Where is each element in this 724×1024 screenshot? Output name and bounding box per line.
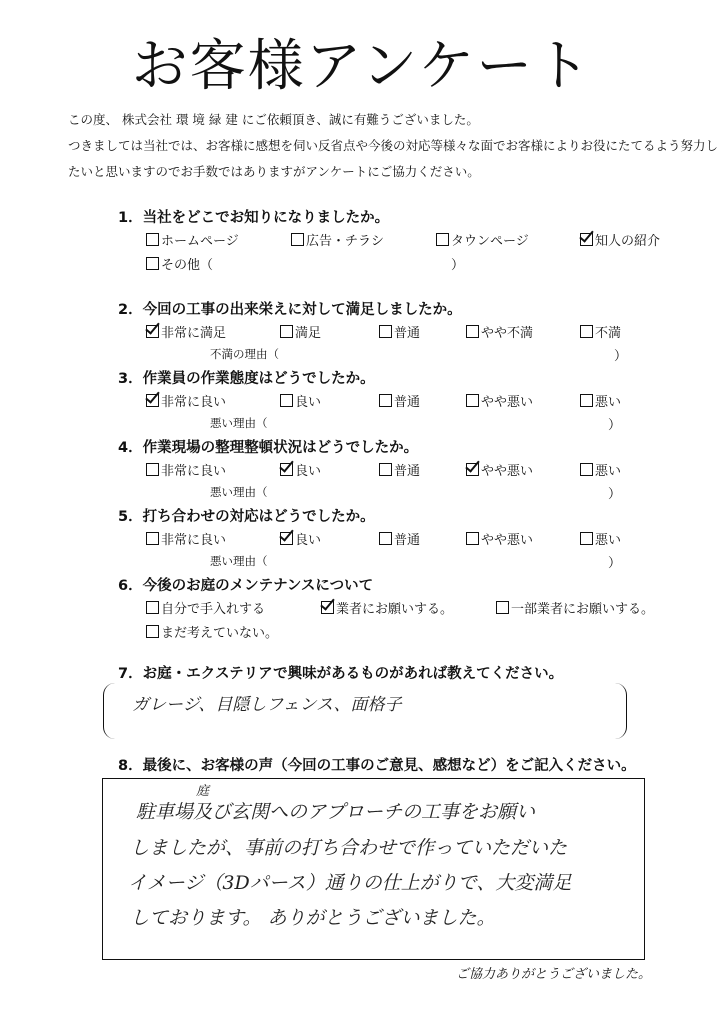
q3-option-very-good[interactable]: 非常に良い <box>146 391 226 410</box>
q8-correction-mark: 庭 <box>196 784 210 799</box>
page-title: お客様アンケート <box>131 34 593 99</box>
checkbox-checked[interactable] <box>280 532 293 545</box>
q2-option-normal[interactable]: 普通 <box>379 322 420 341</box>
q6-option-undecided[interactable]: まだ考えていない。 <box>146 622 278 641</box>
checkbox[interactable] <box>466 532 479 545</box>
q2-reason-label: 不満の理由（ <box>210 347 279 361</box>
checkbox[interactable] <box>379 532 392 545</box>
intro-line-1: この度、 株式会社 環 境 緑 建 にご依頼頂き、誠に有難うございました。 <box>68 112 479 127</box>
q5-option-bad[interactable]: 悪い <box>580 529 621 548</box>
q2-title: 2．今回の工事の出来栄えに対して満足しましたか。 <box>118 302 462 318</box>
checkbox[interactable] <box>146 463 159 476</box>
q4-option-somewhat-bad[interactable]: やや悪い <box>466 460 533 479</box>
checkbox[interactable] <box>146 625 159 638</box>
checkbox[interactable] <box>496 601 509 614</box>
checkbox[interactable] <box>146 532 159 545</box>
q1-title: 1．当社をどこでお知りになりましたか。 <box>118 210 390 226</box>
q1-option-homepage[interactable]: ホームページ <box>146 230 239 249</box>
checkbox[interactable] <box>291 233 304 246</box>
checkbox[interactable] <box>436 233 449 246</box>
checkbox-checked[interactable] <box>321 601 334 614</box>
q1-option-referral[interactable]: 知人の紹介 <box>580 230 660 249</box>
q3-option-bad[interactable]: 悪い <box>580 391 621 410</box>
checkbox[interactable] <box>379 325 392 338</box>
q8-title: 8．最後に、お客様の声（今回の工事のご意見、感想など）をご記入ください。 <box>118 758 636 774</box>
q5-title: 5．打ち合わせの対応はどうでしたか。 <box>118 509 375 525</box>
q4-option-good[interactable]: 良い <box>280 460 321 479</box>
checkbox[interactable] <box>466 394 479 407</box>
q7-title: 7．お庭・エクステリアで興味があるものがあれば教えてください。 <box>118 666 564 682</box>
q3-option-good[interactable]: 良い <box>280 391 321 410</box>
checkbox-checked[interactable] <box>466 463 479 476</box>
footer-thanks: ご協力ありがとうございました。 <box>456 967 652 982</box>
checkbox[interactable] <box>146 257 159 270</box>
checkbox[interactable] <box>280 394 293 407</box>
q2-option-dissatisfied[interactable]: 不満 <box>580 322 621 341</box>
q6-option-self[interactable]: 自分で手入れする <box>146 598 265 617</box>
q5-option-normal[interactable]: 普通 <box>379 529 420 548</box>
q3-reason-label: 悪い理由（ <box>210 416 268 430</box>
q2-option-satisfied[interactable]: 満足 <box>280 322 321 341</box>
q8-answer-line-4: しております。 ありがとうございました。 <box>130 907 496 929</box>
q1-option-townpage[interactable]: タウンページ <box>436 230 529 249</box>
q4-option-very-good[interactable]: 非常に良い <box>146 460 226 479</box>
checkbox[interactable] <box>379 394 392 407</box>
q5-option-good[interactable]: 良い <box>280 529 321 548</box>
checkbox[interactable] <box>580 325 593 338</box>
checkbox[interactable] <box>580 463 593 476</box>
checkbox-checked[interactable] <box>280 463 293 476</box>
intro-line-2: つきましては当社では、お客様に感想を伺い反省点や今後の対応等様々な面でお客様によりお役にたてるよう努力し <box>68 138 719 153</box>
q4-title: 4．作業現場の整理整頓状況はどうでしたか。 <box>118 440 419 456</box>
q3-reason-close: ） <box>608 418 622 433</box>
checkbox[interactable] <box>146 233 159 246</box>
q7-handwritten-answer: ガレージ、目隠しフェンス、面格子 <box>132 695 402 715</box>
q3-option-somewhat-bad[interactable]: やや悪い <box>466 391 533 410</box>
q6-option-partial-contractor[interactable]: 一部業者にお願いする。 <box>496 598 654 617</box>
q6-option-contractor[interactable]: 業者にお願いする。 <box>321 598 453 617</box>
q4-reason-close: ） <box>608 487 622 502</box>
q2-reason-close: ） <box>614 349 628 364</box>
q2-option-very-satisfied[interactable]: 非常に満足 <box>146 322 226 341</box>
checkbox[interactable] <box>379 463 392 476</box>
q8-answer-line-1: 駐車場及び玄関へのアプローチの工事をお願い <box>136 801 536 823</box>
q1-other-close: ） <box>451 258 465 273</box>
intro-line-3: たいと思いますのでお手数ではありますがアンケートにご協力ください。 <box>68 164 480 179</box>
q4-option-normal[interactable]: 普通 <box>379 460 420 479</box>
checkbox[interactable] <box>146 601 159 614</box>
checkbox[interactable] <box>580 532 593 545</box>
q8-answer-line-3: イメージ（3Dパース）通りの仕上がりで、大変満足 <box>128 872 572 894</box>
q3-title: 3．作業員の作業態度はどうでしたか。 <box>118 371 375 387</box>
checkbox-checked[interactable] <box>580 233 593 246</box>
checkbox[interactable] <box>580 394 593 407</box>
checkbox-checked[interactable] <box>146 325 159 338</box>
q4-option-bad[interactable]: 悪い <box>580 460 621 479</box>
q4-reason-label: 悪い理由（ <box>210 485 268 499</box>
q5-reason-close: ） <box>608 556 622 571</box>
q2-option-somewhat-dissatisfied[interactable]: やや不満 <box>466 322 533 341</box>
q5-option-very-good[interactable]: 非常に良い <box>146 529 226 548</box>
q8-answer-line-2: しましたが、事前の打ち合わせで作っていただいた <box>130 837 568 859</box>
checkbox[interactable] <box>280 325 293 338</box>
q3-option-normal[interactable]: 普通 <box>379 391 420 410</box>
q5-option-somewhat-bad[interactable]: やや悪い <box>466 529 533 548</box>
q1-option-other[interactable]: その他（ <box>146 254 213 273</box>
checkbox-checked[interactable] <box>146 394 159 407</box>
q6-title: 6．今後のお庭のメンテナンスについて <box>118 578 374 594</box>
q1-option-ad[interactable]: 広告・チラシ <box>291 230 384 249</box>
q5-reason-label: 悪い理由（ <box>210 554 268 568</box>
checkbox[interactable] <box>466 325 479 338</box>
